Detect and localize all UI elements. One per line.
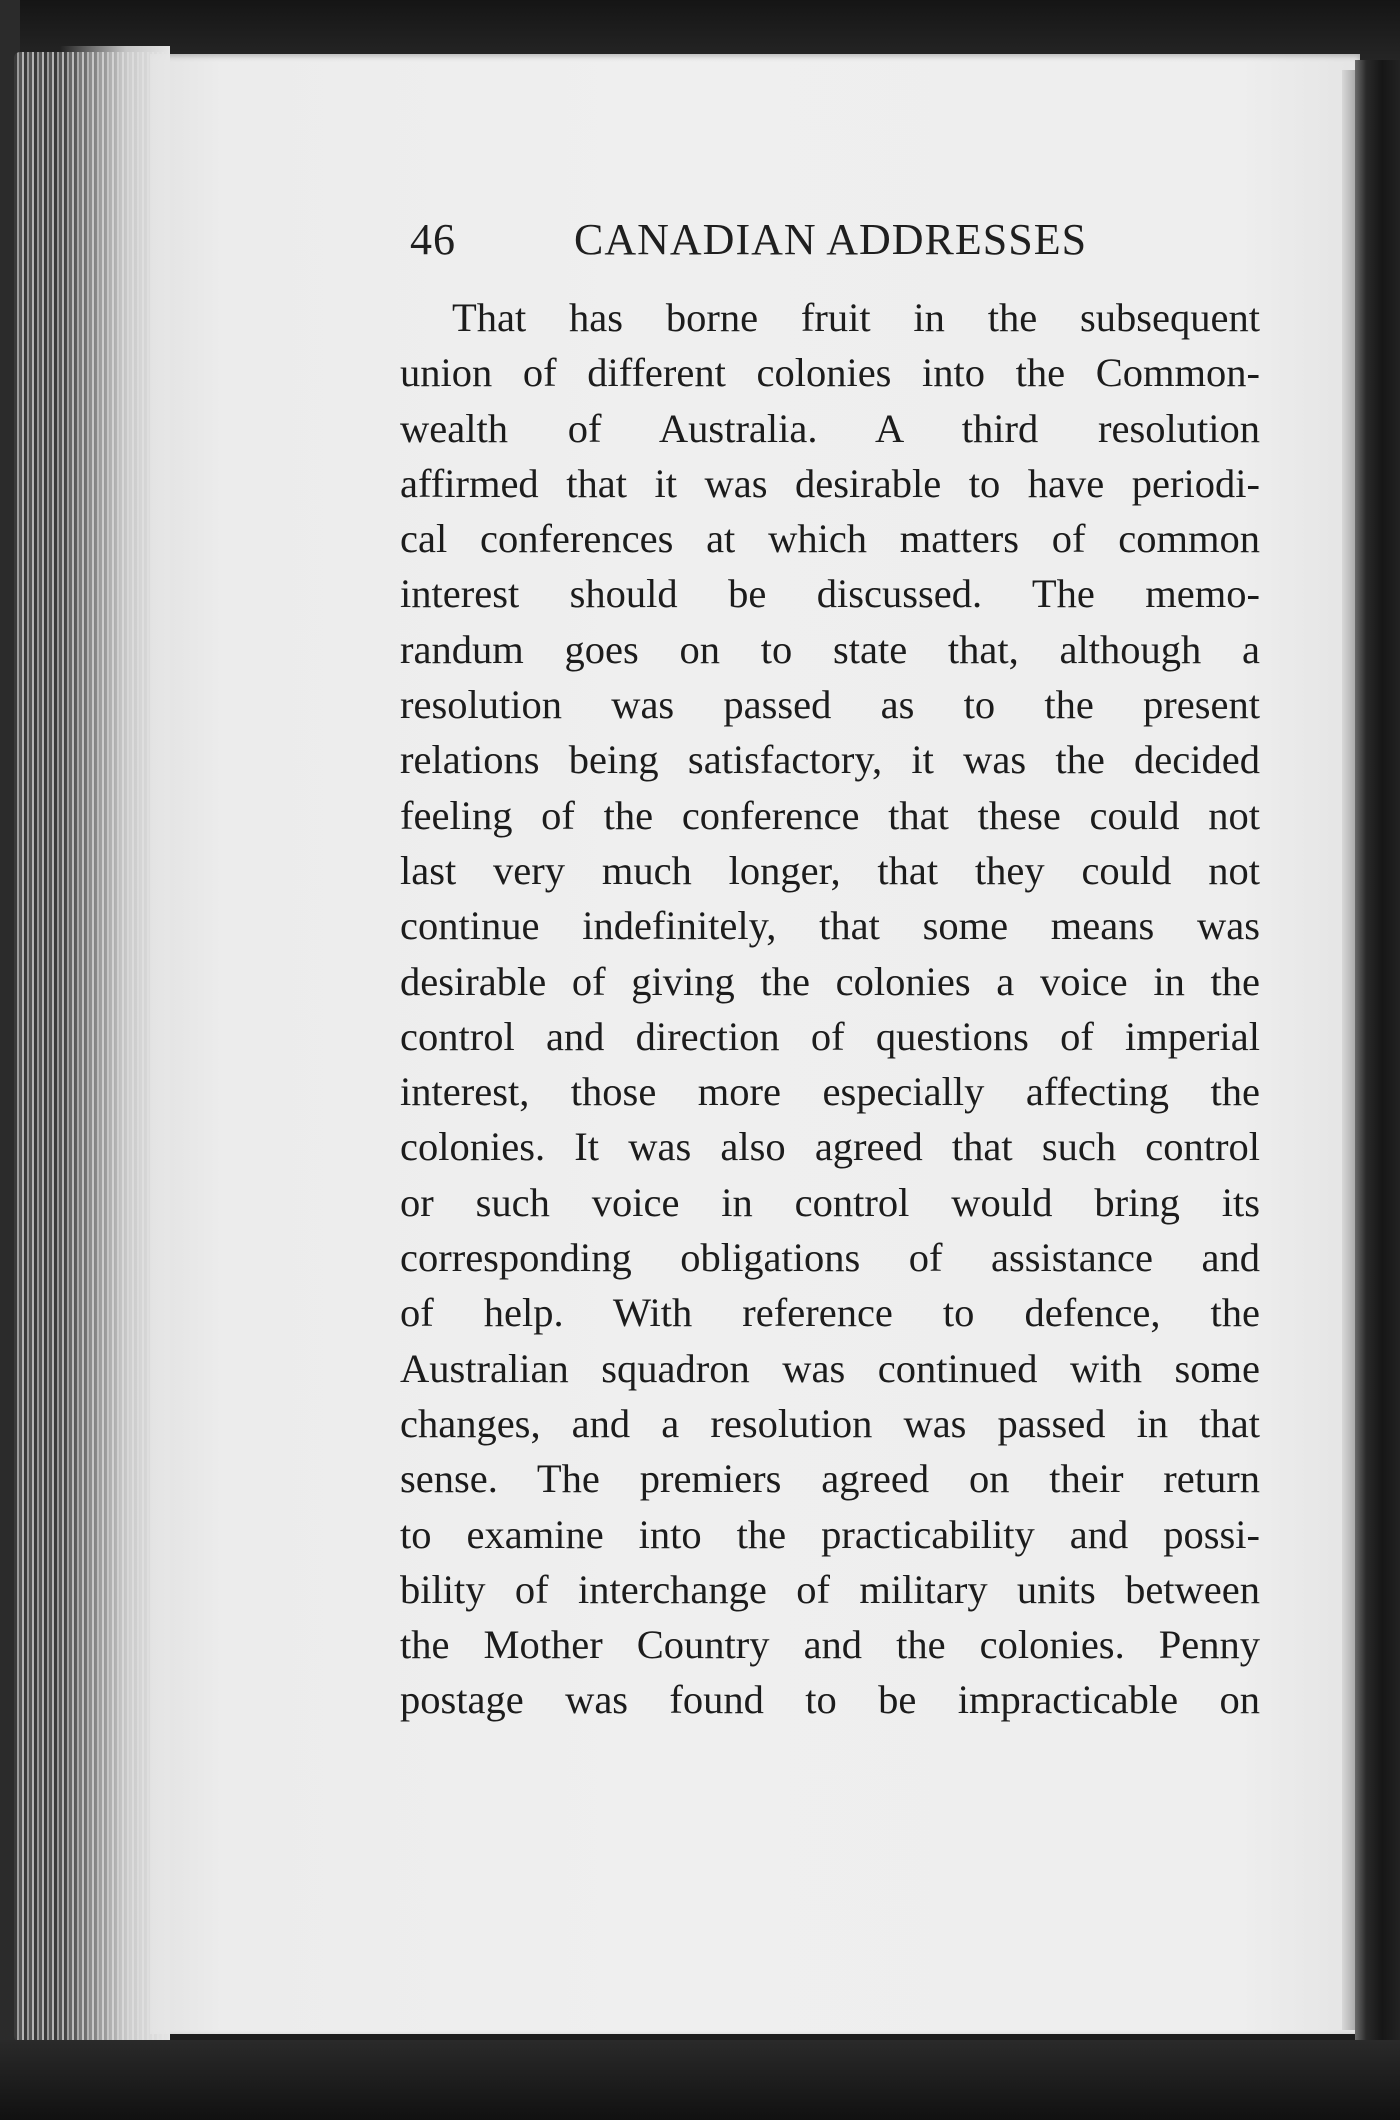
body-text <box>400 290 1260 1728</box>
running-head: CANADIAN ADDRESSES <box>574 215 1088 264</box>
text-line: colonies. It was also agreed that such control <box>400 1124 1260 1170</box>
text-line: feeling of the conference that these could not <box>400 792 1260 838</box>
text-line: Australian squadron was continued with some <box>400 1345 1260 1391</box>
book-binding-right <box>1355 60 1400 2050</box>
text-line: interest should be discussed. The memo- <box>400 571 1260 617</box>
text-line: That has borne fruit in the subsequent <box>452 295 1260 340</box>
text-line: interest, those more especially affecting the <box>400 1069 1260 1115</box>
text-line: to examine into the practicability and possi- <box>400 1511 1260 1557</box>
text-line: relations being satisfactory, it was the decided <box>400 737 1260 783</box>
page-header <box>410 210 1110 270</box>
text-line: control and direction of questions of imperial <box>400 1013 1260 1059</box>
text-line: changes, and a resolution was passed in that <box>400 1400 1260 1446</box>
text-line: sense. The premiers agreed on their return <box>400 1456 1260 1502</box>
scanner-background-bottom <box>0 2040 1400 2120</box>
text-line: wealth of Australia. A third resolution <box>400 405 1260 451</box>
text-line: affirmed that it was desirable to have periodi- <box>400 460 1260 506</box>
text-line: resolution was passed as to the present <box>400 682 1260 728</box>
text-line: corresponding obligations of assistance and <box>400 1235 1260 1281</box>
text-line: union of different colonies into the Common- <box>400 350 1260 396</box>
text-line: the Mother Country and the colonies. Penny <box>400 1622 1260 1668</box>
text-line: last very much longer, that they could not <box>400 847 1260 893</box>
text-line: of help. With reference to defence, the <box>400 1290 1260 1336</box>
text-line: or such voice in control would bring its <box>400 1179 1260 1225</box>
text-line: desirable of giving the colonies a voice in the <box>400 958 1260 1004</box>
page-edge-shading <box>60 46 170 2046</box>
text-line: continue indefinitely, that some means was <box>400 903 1260 949</box>
text-line: randum goes on to state that, although a <box>400 626 1260 672</box>
text-line: cal conferences at which matters of common <box>400 516 1260 562</box>
text-line: postage was found to be impracticable on <box>400 1677 1260 1723</box>
text-line: bility of interchange of military units between <box>400 1566 1260 1612</box>
page-number: 46 <box>410 215 456 264</box>
